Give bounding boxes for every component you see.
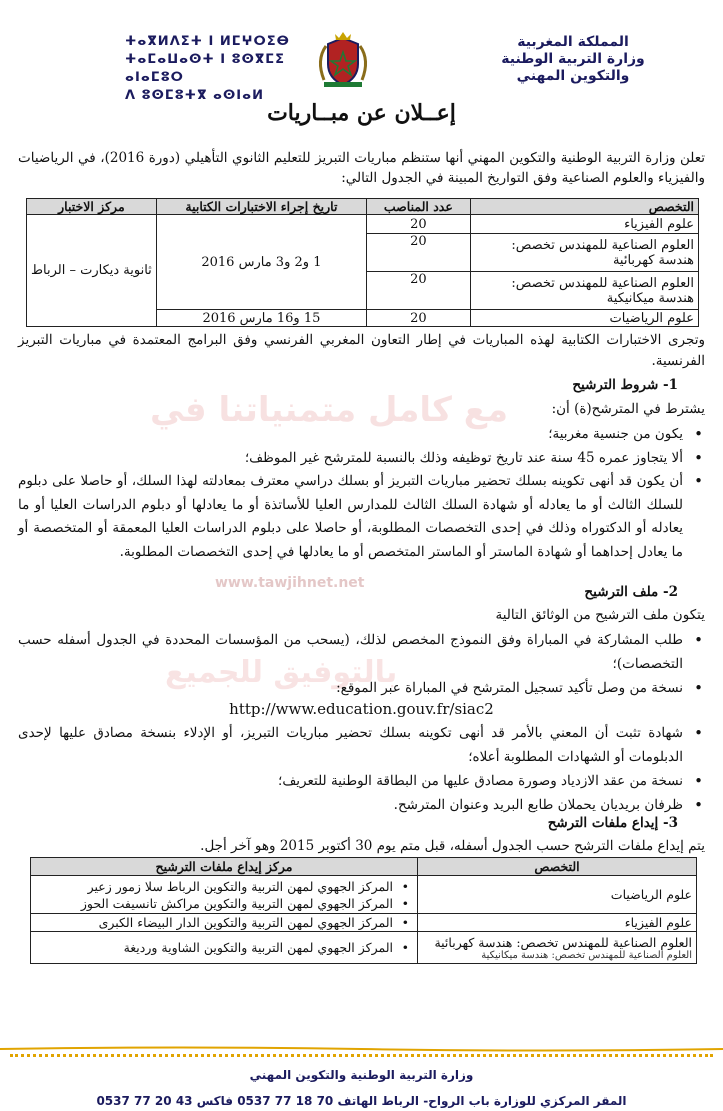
footer-decorative-line [0,1046,723,1052]
col-header-dates: تاريخ إجراء الاختبارات الكتابية [156,199,366,215]
list-item: • المركز الجهوي لمهن التربية والتكوين الدار البيضاء الكبرى [35,914,393,931]
watermark-text-1: مع كامل متمنياتنا في [150,390,509,430]
specialty-electrical: العلوم الصناعية للمهندس تخصص: هندسة كهربائية [434,934,692,950]
col-header-specialty: التخصص [418,858,697,876]
watermark-site: www.tawjihnet.net [215,575,365,591]
tifinagh-line1: ⵜⴰⴳⵍⴷⵉⵜ ⵏ ⵍⵎⵖⵔⵉⴱ [125,34,290,49]
footer-ministry: وزارة التربية الوطنية والتكوين المهني [249,1068,474,1082]
exam-framework-paragraph: وتجرى الاختبارات الكتابية لهذه المباريات في إطار التعاون المغربي الفرنسي وفق البرامج المعتمدة في مباريات التبريز الفرنسية. [18,332,705,369]
list-item: • نسخة من عقد الازدياد وصورة مصادق عليها من البطاقة الوطنية للتعريف؛ [18,769,683,793]
footer-dotted-divider [10,1054,713,1057]
ministry-arabic-name [473,34,673,85]
list-item: • المركز الجهوي لمهن التربية والتكوين الشاوية ورديغة [35,939,393,956]
table-row [27,215,699,234]
list-item: • المركز الجهوي لمهن التربية والتكوين الرباط سلا زمور زعير [35,878,393,895]
col-header-specialty: التخصص [470,199,698,215]
list-item: • ألا يتجاوز عمره 45 سنة عند تاريخ توظيفه وذلك بالنسبة للمترشح غير الموظف؛ [18,446,683,470]
cell-specialty: علوم الفيزياء [470,215,698,234]
cell-specialty: علوم الرياضيات [418,876,697,914]
list-item: • نسخة من وصل تأكيد تسجيل المترشح في المباراة عبر الموقع: [18,676,683,700]
col-header-deposit-center: مركز إيداع ملفات الترشيح [31,858,418,876]
cell-centers [31,932,418,964]
page-footer [0,1046,723,1111]
list-item: • شهادة تثبت أن المعني بالأمر قد أنهى تكوينه بسلك تحضير مباريات التبريز، أو الإدلاء بنسخة مصادق عليها لإحدى الدبلومات أو الشهادات المطلوبة أعلاه؛ [18,721,683,769]
col-header-center: مركز الاختبار [27,199,157,215]
cell-specialty: العلوم الصناعية للمهندس تخصص: هندسة ميكانيكية [470,272,698,310]
cell-center: ثانوية ديكارت – الرباط [27,215,157,327]
table-row [31,932,697,964]
coat-of-arms-icon [308,30,378,90]
intro-paragraph: تعلن وزارة التربية الوطنية والتكوين المهني أنها ستنظم مباريات التبريز للتعليم الثانوي التأهيلي (دورة 2016)، في الرياضيات والفيزياء والعلوم الصناعية وفق التواريخ المبينة في الجدول التالي: [18,150,705,186]
ministry-name-line1: وزارة التربية الوطنية [501,51,645,67]
tifinagh-line2: ⵜⴰⵎⴰⵡⴰⵙⵜ ⵏ ⵓⵙⴳⵎⵉ ⴰⵏⴰⵎⵓⵔ [125,52,286,85]
cell-dates: 1 و2 و3 مارس 2016 [156,215,366,310]
file-documents-list-2 [18,721,705,817]
table-row [31,876,697,914]
conditions-list [18,422,705,564]
section-intro-deposit: يتم إيداع ملفات الترشح حسب الجدول أسفله، قبل متم يوم 30 أكتوبر 2015 وهو آخر أجل. [200,838,705,854]
ministry-tifinagh-name [125,33,295,105]
registration-url[interactable]: http://www.education.gouv.fr/siac2 [229,700,494,718]
specialty-mechanical: العلوم الصناعية للمهندس تخصص: هندسة ميكانيكية [481,949,692,961]
table-header-row [27,199,699,215]
cell-posts: 20 [367,272,471,310]
page-title: إعــلان عن مبــاريات [267,100,456,126]
cell-specialty: علوم الرياضيات [470,310,698,327]
table-row [31,914,697,932]
section-title-conditions: 1- شروط الترشيح [572,377,678,393]
file-documents-list [18,628,705,700]
footer-address: المقر المركزي للوزارة باب الرواح- الرباط الهاتف 70 18 77 0537 فاكس 43 20 77 0537 [96,1094,627,1108]
list-item: • أن يكون قد أنهى تكوينه بسلك تحضير مباريات التبريز أو بسلك دراسي معترف بمعادلته لهذا السلك، أو حاصلا على دبلوم للسلك الثالث أو ما يعادله أو شهادة السلك الثالث للمدارس العليا للأساتذة أو ما يعادلها أو دبلوم الدراسات العليا أو ما يعادله أو الدكتوراه وذلك في إحدى التخصصات المطلوبة، أو حاصلا على دبلوم الدراسات العليا المعمقة أو المتخصصة أو ما يعادل إحداهما أو شهادة الماستر أو الماستر المتخصص أو ما يعادلها في إحدى التخصصات المطلوبة. [18,470,683,564]
letterhead [0,0,723,103]
cell-posts: 20 [367,310,471,327]
section-intro-conditions: يشترط في المترشح(ة) أن: [551,401,705,417]
watermark-text-2: بالتوفيق للجميع [165,655,398,690]
cell-dates: 15 و16 مارس 2016 [156,310,366,327]
cell-posts: 20 [367,234,471,272]
list-item: • طلب المشاركة في المباراة وفق النموذج المخصص لذلك، (يسحب من المؤسسات المحددة في الجدول أسفله حسب التخصصات)؛ [18,628,683,676]
col-header-posts: عدد المناصب [367,199,471,215]
tifinagh-line3: ⴷ ⵓⵙⵎⵓⵜⴳ ⴰⵙⵏⴰⵍ [125,88,264,103]
section-title-file: 2- ملف الترشيح [584,584,678,600]
table-header-row [31,858,697,876]
deposit-centers-table [30,857,697,964]
kingdom-name: المملكة المغربية [517,34,629,50]
ministry-name-line2: والتكوين المهني [516,68,630,84]
cell-centers [31,876,418,914]
list-item: • ظرفان بريديان يحملان طابع البريد وعنوان المترشح. [18,793,683,817]
cell-posts: 20 [367,215,471,234]
section-intro-file: يتكون ملف الترشيح من الوثائق التالية [495,607,705,623]
cell-specialty [418,932,697,964]
list-item: • يكون من جنسية مغربية؛ [18,422,683,446]
exam-schedule-table [26,198,699,327]
section-title-deposit: 3- إيداع ملفات الترشح [547,815,678,831]
list-item: • المركز الجهوي لمهن التربية والتكوين مراكش تانسيفت الحوز [35,895,393,912]
cell-specialty: العلوم الصناعية للمهندس تخصص: هندسة كهربائية [470,234,698,272]
cell-specialty: علوم الفيزياء [418,914,697,932]
cell-centers [31,914,418,932]
